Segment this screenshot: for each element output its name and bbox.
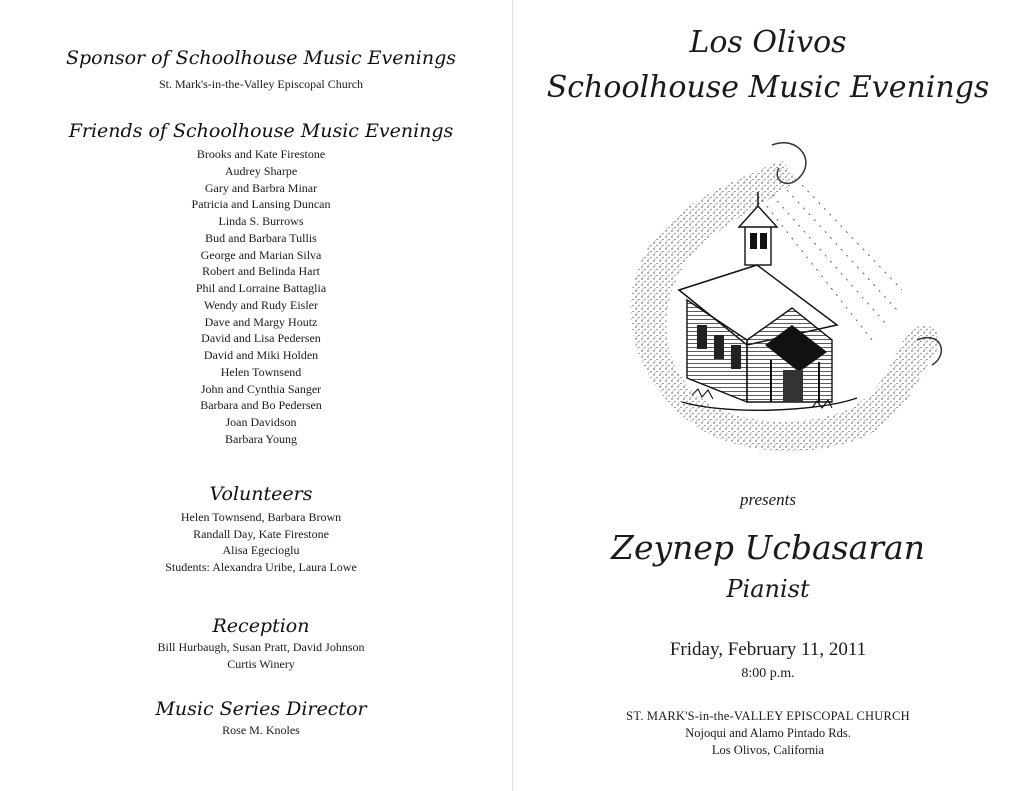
reception-heading: Reception [212, 615, 310, 637]
volunteer-line: Students: Alexandra Uribe, Laura Lowe [165, 560, 357, 575]
volunteers-list [10, 509, 512, 576]
friend-name: Helen Townsend [220, 364, 302, 379]
friend-name: Barbara and Bo Pedersen [200, 398, 322, 413]
friend-name: Gary and Barbra Minar [204, 180, 318, 195]
friend-name: David and Miki Holden [203, 348, 319, 362]
friend-name: Audrey Sharpe [224, 163, 298, 178]
program-right-page [512, 0, 1024, 791]
series-title-line-2: Schoolhouse Music Evenings [546, 70, 990, 105]
volunteers-heading: Volunteers [209, 483, 313, 505]
series-title-line-1: Los Olivos [689, 25, 847, 60]
schoolhouse-illustration [587, 140, 957, 470]
director-heading: Music Series Director [155, 698, 367, 720]
friend-name: Patricia and Lansing Duncan [191, 197, 331, 212]
venue-city: Los Olivos, California [711, 743, 825, 757]
friend-name: Wendy and Rudy Eisler [203, 297, 318, 312]
sponsor-name: St. Mark's-in-the-Valley Episcopal Church [158, 77, 364, 91]
volunteer-line: Helen Townsend, Barbara Brown [180, 510, 342, 524]
venue-address: Nojoqui and Alamo Pintado Rds. [685, 726, 851, 740]
performer-name: Zeynep Ucbasaran [611, 528, 925, 567]
friend-name: Linda S. Burrows [218, 214, 304, 228]
event-time: 8:00 p.m. [741, 666, 795, 681]
friend-name: George and Marian Silva [200, 247, 322, 262]
reception-line: Bill Hurbaugh, Susan Pratt, David Johnson [157, 640, 365, 654]
friend-name: Robert and Belinda Hart [202, 264, 320, 279]
friend-name: Bud and Barbara Tullis [205, 230, 317, 245]
friend-name: David and Lisa Pedersen [201, 331, 321, 346]
friend-name: Barbara Young [225, 431, 297, 446]
event-date: Friday, February 11, 2011 [669, 639, 867, 660]
friend-name: Dave and Margy Houtz [204, 314, 318, 329]
volunteer-line: Alisa Egecioglu [222, 543, 300, 558]
friend-name: Phil and Lorraine Battaglia [195, 281, 327, 295]
presents-label: presents [739, 490, 797, 509]
volunteer-line: Randall Day, Kate Firestone [193, 526, 329, 541]
director-name: Rose M. Knoles [222, 723, 300, 737]
friend-name: Joan Davidson [225, 415, 297, 429]
friends-list [10, 146, 512, 448]
reception-line: Curtis Winery [227, 656, 295, 671]
sponsor-heading: Sponsor of Schoolhouse Music Evenings [66, 47, 456, 69]
friend-name: John and Cynthia Sanger [200, 381, 322, 396]
reception-list [10, 639, 512, 672]
friend-name: Brooks and Kate Firestone [196, 147, 326, 161]
friends-heading: Friends of Schoolhouse Music Evenings [68, 120, 454, 142]
venue-name: ST. MARK'S-in-the-VALLEY EPISCOPAL CHURCH [626, 709, 910, 723]
performer-instrument: Pianist [726, 575, 810, 603]
